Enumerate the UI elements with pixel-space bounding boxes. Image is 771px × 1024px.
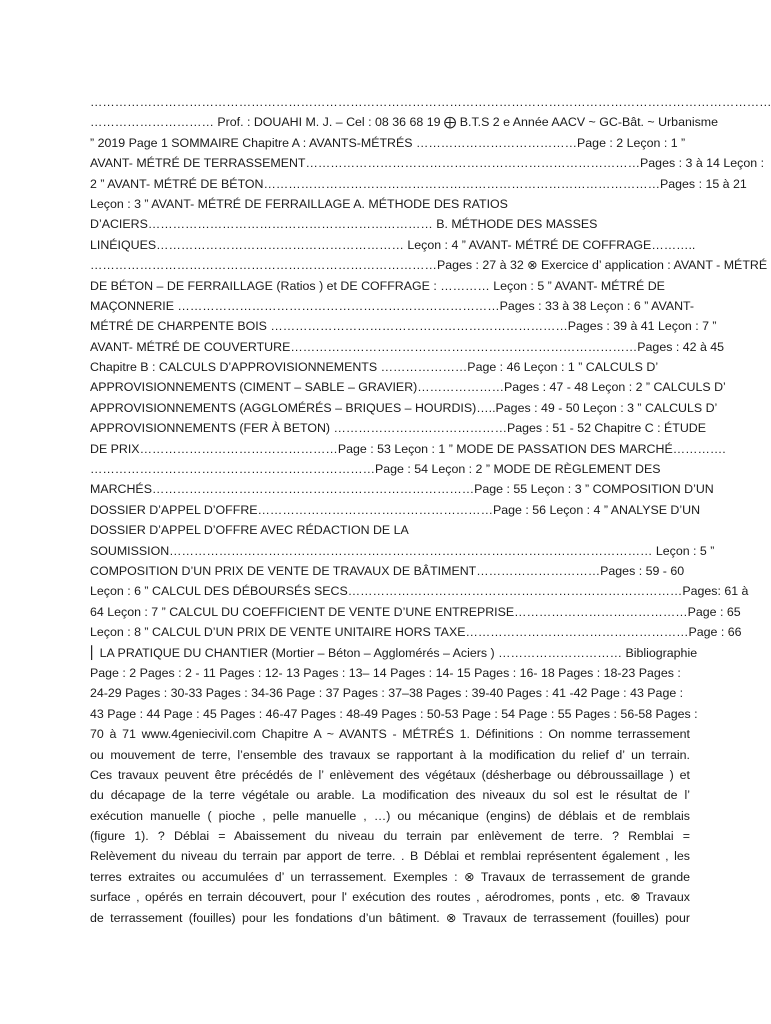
text-line: APPROVISIONNEMENTS (AGGLOMÉRÉS – BRIQUES – HOURDIS)…..Pages : 49 - 50 Leçon : 3 ” CALCULS D’ [90,400,718,415]
text-line: de terrassement (fouilles) pour les fondations d’un bâtiment. ⊗ Travaux de terrassement (fouilles) pour [90,910,690,925]
text-line: Leçon : 8 ” CALCUL D’UN PRIX DE VENTE UNITAIRE HORS TAXE………………………………………………Page : 66 [90,625,742,640]
text-line: Relèvement du niveau du terrain par apport de terre. . B Déblai et remblai représentent également , les [90,849,690,864]
text-line: APPROVISIONNEMENTS (CIMENT – SABLE – GRAVIER)…………………Pages : 47 - 48 Leçon : 2 ” CALCULS D’ [90,380,726,395]
text-line: Leçon : 6 ” CALCUL DES DÉBOURSÉS SECS………………………………………………………………………Pages: 61 à [90,584,749,599]
text-line: 70 à 71 www.4geniecivil.com Chapitre A ~ AVANTS - MÉTRÉS 1. Définitions : On nomme terrassement [90,727,690,742]
text-line: DOSSIER D’APPEL D’OFFRE AVEC RÉDACTION DE LA [90,523,409,538]
document-text [90,92,771,928]
text-line: (figure 1). ? Déblai = Abaissement du niveau du terrain par enlèvement de terre. ? Remblai = [90,829,690,844]
text-line: 2 ” AVANT- MÉTRÉ DE BÉTON……………………………………………………………………………………Pages : 15 à 21 [90,176,747,191]
text-line: ……………………………………………………………Page : 54 Leçon : 2 ” MODE DE RÈGLEMENT DES [90,462,661,477]
text-line: AVANT- MÉTRÉ DE TERRASSEMENT………………………………………………………………………Pages : 3 à 14 Leçon : [90,156,765,171]
text-line: APPROVISIONNEMENTS (FER À BETON) ……………………………………Pages : 51 - 52 Chapitre C : ÉTUDE [90,421,706,436]
text-line: AVANT- MÉTRÉ DE COUVERTURE…………………………………………………………………………Pages : 42 à 45 [90,339,725,354]
text-line: surface , opérés en terrain découvert, pour l' exécution des routes , aérodromes, ponts , etc. ⊗ Travaux [90,890,690,905]
text-line: MÉTRÉ DE CHARPENTE BOIS ………………………………………………………………Pages : 39 à 41 Leçon : 7 ” [90,319,717,334]
text-line: ………………………… Prof. : DOUAHI M. J. – Cel : 08 36 68 19 ⨁ B.T.S 2 e Année AACV ~ GC-Bât. ~ Urbanisme [90,115,719,130]
text-line: exécution manuelle ( pioche , pelle manuelle , …) ou mécanique (engins) de déblais et de remblais [90,808,690,823]
text-line: DE BÉTON – DE FERRAILLAGE (Ratios ) et DE COFFRAGE : ………… Leçon : 5 ” AVANT- MÉTRÉ DE [90,278,665,293]
text-line: MAÇONNERIE ……………………………………………………………………Pages : 33 à 38 Leçon : 6 ” AVANT- [90,298,695,313]
text-line: ou mouvement de terre, l’ensemble des travaux se rapportant à la modification du relief d’ un terrain. [90,747,690,762]
text-line: ………………………………………………………………………………………………………………………………………………… [90,95,771,109]
text-line: Page : 2 Pages : 2 - 11 Pages : 12- 13 Pages : 13– 14 Pages : 14- 15 Pages : 16- 18 Pages : 18-23 Pages : [90,665,681,680]
text-line: Ces travaux peuvent être précédés de l’ enlèvement des végétaux (désherbage ou débroussaillage ) et [90,767,690,782]
text-line: ⎜ LA PRATIQUE DU CHANTIER (Mortier – Béton – Agglomérés – Aciers ) ………………………… Bibliographie [90,645,698,660]
text-line: 43 Page : 44 Page : 45 Pages : 46-47 Pages : 48-49 Pages : 50-53 Page : 54 Page : 55 Pages : 56-58 Pages : [90,706,698,721]
text-line: Chapitre B : CALCULS D’APPROVISIONNEMENTS …………………Page : 46 Leçon : 1 ” CALCULS D’ [90,360,659,375]
text-line: …………………………………………………………………………Pages : 27 à 32 ⊗ Exercice d’ application : AVANT - MÉTRÉ [90,258,768,273]
text-line: ” 2019 Page 1 SOMMAIRE Chapitre A : AVANTS-MÉTRÉS …………………………………Page : 2 Leçon : 1 ” [90,135,686,150]
text-line: COMPOSITION D’UN PRIX DE VENTE DE TRAVAUX DE BÂTIMENT…………………………Pages : 59 - 60 [90,563,685,578]
text-line: 64 Leçon : 7 ” CALCUL DU COEFFICIENT DE VENTE D’UNE ENTREPRISE……………………………………Page : 65 [90,604,741,619]
text-line: D’ACIERS…………………………………………………………… B. MÉTHODE DES MASSES [90,217,598,232]
text-line: MARCHÉS……………………………………………………………………Page : 55 Leçon : 3 ” COMPOSITION D’UN [90,482,714,497]
text-line: du décapage de la terre végétale ou arable. La modification des niveaux du sol est le résultat de l’ [90,788,690,803]
text-line: DE PRIX…………………………………………Page : 53 Leçon : 1 ” MODE DE PASSATION DES MARCHÉ…………. [90,441,726,456]
text-line: terres extraites ou accumulées d’ un terrassement. Exemples : ⊗ Travaux de terrassement de grande [90,869,690,884]
text-line: 24-29 Pages : 30-33 Pages : 34-36 Page : 37 Pages : 37–38 Pages : 39-40 Pages : 41 -42 Page : 43 Page : [90,686,684,701]
text-line: SOUMISSION……………………………………………………………………………………………………… Leçon : 5 ” [90,543,715,558]
text-line: LINÉIQUES…………………………………………………… Leçon : 4 ” AVANT- MÉTRÉ DE COFFRAGE……….. [90,237,696,252]
text-line: DOSSIER D’APPEL D’OFFRE…………………………………………………Page : 56 Leçon : 4 ” ANALYSE D’UN [90,502,701,517]
text-line: Leçon : 3 ” AVANT- MÉTRÉ DE FERRAILLAGE A. MÉTHODE DES RATIOS [90,196,508,211]
